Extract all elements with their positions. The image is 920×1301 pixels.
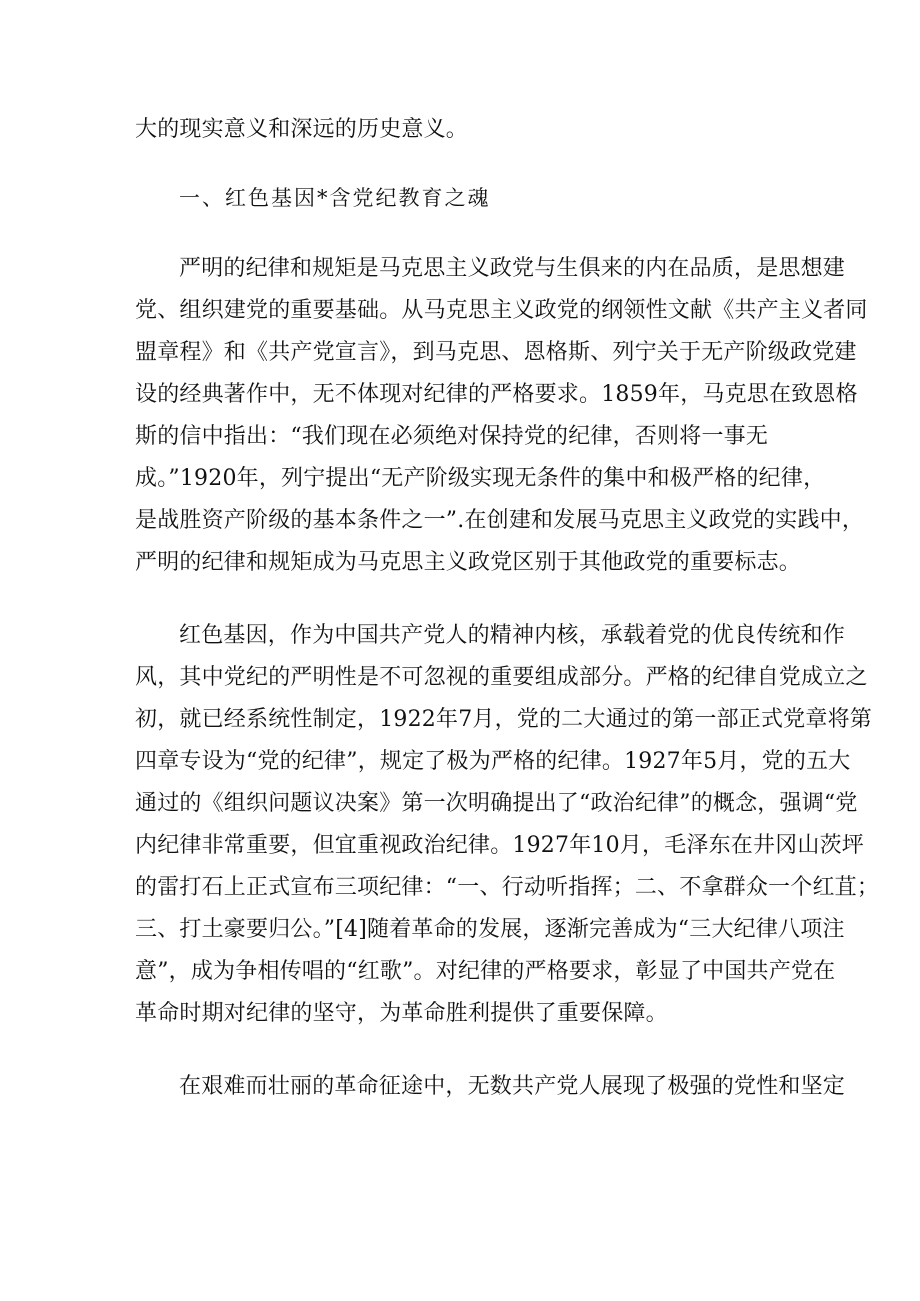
paragraph-line: 的雷打石上正式宣布三项纪律：“一、行动听指挥；二、不拿群众一个红苴；: [135, 875, 880, 900]
paragraph-line: 革命时期对纪律的坚守，为革命胜利提供了重要保障。: [135, 1001, 668, 1026]
continuation-line: 大的现实意义和深远的历史意义。: [135, 117, 469, 142]
paragraph-line: 党、组织建党的重要基础。从马克思主义政党的纲领性文献《共产主义者同: [135, 298, 868, 323]
paragraph-line: 斯的信中指出：“我们现在必须绝对保持党的纪律，否则将一事无: [135, 424, 769, 449]
paragraph-line: 内纪律非常重要，但宜重视政治纪律。1927年10月，毛泽东在井冈山茨坪: [135, 833, 864, 858]
paragraph-line: 初，就已经系统性制定，1922年7月，党的二大通过的第一部正式党章将第: [135, 707, 872, 732]
paragraph-line: 设的经典著作中，无不体现对纪律的严格要求。1859年，马克思在致恩格: [135, 382, 858, 407]
paragraph-line: 在艰难而壮丽的革命征途中，无数共产党人展现了极强的党性和坚定: [179, 1074, 846, 1099]
paragraph-line: 盟章程》和《共产党宣言》，到马克思、恩格斯、列宁关于无产阶级政党建: [135, 340, 857, 365]
paragraph-line: 风，其中党纪的严明性是不可忽视的重要组成部分。严格的纪律自党成立之: [135, 665, 868, 690]
section-heading: 一、红色基因*含党纪教育之魂: [179, 186, 491, 210]
paragraph-line: 意”，成为争相传唱的“红歌”。对纪律的严格要求，彰显了中国共产党在: [135, 959, 836, 984]
paragraph-line: 是战胜资产阶级的基本条件之一”.在创建和发展马克思主义政党的实践中，: [135, 508, 865, 533]
paragraph-line: 三、打土豪要归公。”[4]随着革命的发展，逐渐完善成为“三大纪律八项注: [135, 917, 845, 942]
paragraph-line: 四章专设为“党的纪律”，规定了极为严格的纪律。1927年5月，党的五大: [135, 749, 851, 774]
paragraph-line: 严明的纪律和规矩是马克思主义政党与生俱来的内在品质，是思想建: [179, 256, 846, 281]
paragraph-line: 严明的纪律和规矩成为马克思主义政党区别于其他政党的重要标志。: [135, 550, 802, 575]
paragraph-line: 红色基因，作为中国共产党人的精神内核，承载着党的优良传统和作: [179, 623, 846, 648]
paragraph-line: 通过的《组织问题议决案》第一次明确提出了“政治纪律”的概念，强调“党: [135, 791, 858, 816]
paragraph-line: 成。”1920年，列宁提出“无产阶级实现无条件的集中和极严格的纪律，: [135, 466, 826, 491]
